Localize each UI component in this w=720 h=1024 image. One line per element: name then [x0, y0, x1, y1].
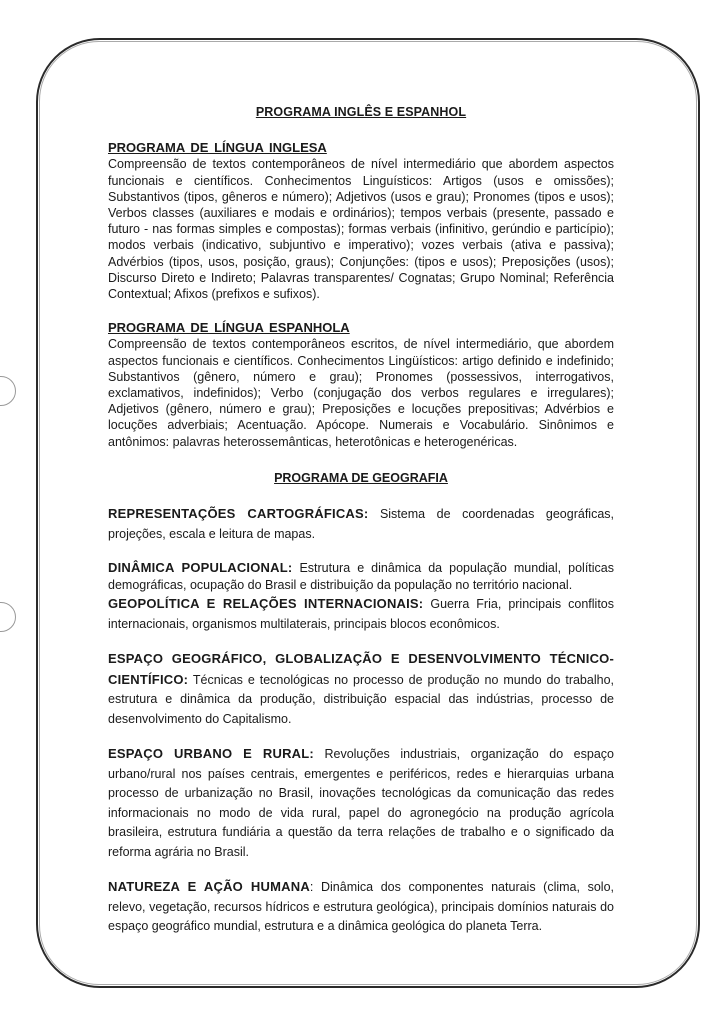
geography-topic	[108, 877, 614, 937]
topic-label: REPRESENTAÇÕES CARTOGRÁFICAS:	[108, 506, 369, 522]
topic-text: Técnicas e tecnológicas no processo de produção no mundo do trabalho, estrutura e dinâmica da produção, distribuição espacial das indústrias, processo de desenvolvimento do Capitalismo.	[108, 672, 614, 726]
geography-topic	[108, 504, 614, 544]
page-title: PROGRAMA INGLÊS E ESPANHOL	[255, 105, 467, 119]
english-heading: PROGRAMA DE LÍNGUA INGLESA	[108, 140, 327, 156]
geography-topic	[108, 744, 614, 862]
geography-topic	[108, 559, 614, 594]
topic-text: Sistema de coordenadas geográficas, projeções, escala e leitura de mapas.	[108, 507, 614, 541]
spanish-section	[108, 320, 614, 450]
spanish-heading: PROGRAMA DE LÍNGUA ESPANHOLA	[108, 320, 350, 336]
topic-text: Revoluções industriais, organização do espaço urbano/rural nos países centrais, emergentes e periféricos, redes e hierarquias urbana processo de urbanização no Brasil, inovações tecnológicas da comunicação das redes informacionais no modo de vida rural, papel do agronegócio na produção agrícola brasileira, estrutura fundiária a questão da terra relações de trabalho e o significado da reforma agrária no Brasil.	[108, 747, 614, 859]
spanish-body: Compreensão de textos contemporâneos escritos, de nível intermediário, que abordem aspectos funcionais e científicos. Conhecimentos Lingüísticos: artigo definido e indefinido; Substantivos (gênero, número e grau); Pronomes (possessivos, interrogativos, exclamativos, indefinidos); Verbo (conjugação dos verbos regulares e irregulares); Adjetivos (gênero, número e grau); Preposições e locuções prepositivas; Advérbios e locuções adverbiais; Acentuação. Apócope. Numerais e Vocabulário. Sinônimos e antônimos: palavras heterossemânticas, heterotônicas e heterogenéricas.	[108, 337, 614, 449]
topic-text: Guerra Fria, principais conflitos internacionais, organismos multilaterais, principais blocos econômicos.	[108, 597, 614, 631]
punch-hole	[0, 376, 16, 406]
geography-title: PROGRAMA DE GEOGRAFIA	[274, 470, 448, 485]
topic-label: ESPAÇO URBANO E RURAL:	[108, 746, 314, 762]
english-body: Compreensão de textos contemporâneos de nível intermediário que abordem aspectos funcionais e científicos. Conhecimentos Linguísticos: Artigos (usos e omissões); Substantivos (tipos, gêneros e número); Adjetivos (usos e grau); Pronomes (tipos e usos); Verbos classes (auxiliares e modais e ordinários); tempos verbais (presente, passado e futuro - nas formas simples e compostas); formas verbais (infinitivo, gerúndio e particípio); modos verbais (indicativo, subjuntivo e imperativo); vozes verbais (ativa e passiva); Advérbios (tipos, usos, posição, graus); Conjunções: (tipos e usos); Preposições (usos); Discurso Direto e Indireto; Palavras transparentes/ Cognatas; Grupo Nominal; Referência Contextual; Afixos (prefixos e sufixos).	[108, 157, 614, 302]
document-body	[108, 104, 614, 952]
geography-topic	[108, 649, 614, 729]
topic-text: Estrutura e dinâmica da população mundial, políticas demográficas, ocupação do Brasil e distribuição da população no território nacional.	[108, 561, 615, 593]
topic-label: GEOPOLÍTICA E RELAÇÕES INTERNACIONAIS:	[108, 596, 424, 612]
punch-hole	[0, 602, 16, 632]
geography-topic	[108, 594, 614, 634]
topic-text: : Dinâmica dos componentes naturais (clima, solo, relevo, vegetação, recursos hídricos e estrutura geológica), principais domínios naturais do espaço geográfico mundial, estrutura e a dinâmica geológica do planeta Terra.	[108, 880, 614, 934]
topic-label: NATUREZA E AÇÃO HUMANA	[108, 879, 310, 895]
topic-label: DINÂMICA POPULACIONAL:	[108, 560, 293, 576]
topic-label: ESPAÇO GEOGRÁFICO, GLOBALIZAÇÃO E DESENVOLVIMENTO TÉCNICO-CIENTÍFICO:	[108, 651, 614, 687]
english-section	[108, 140, 614, 302]
